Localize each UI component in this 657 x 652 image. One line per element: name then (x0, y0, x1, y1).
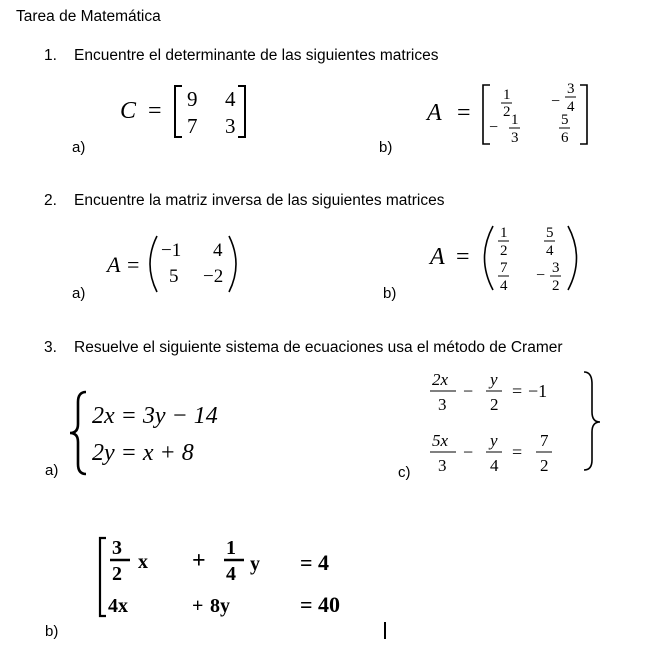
svg-text:=: = (148, 98, 162, 124)
svg-text:4: 4 (500, 278, 508, 294)
section-3b-label: b) (45, 623, 59, 640)
svg-text:4: 4 (490, 456, 499, 475)
svg-text:8y: 8y (210, 595, 230, 617)
svg-text:−1: −1 (161, 240, 182, 261)
svg-text:A: A (430, 244, 445, 270)
right-bracket (238, 86, 245, 137)
svg-text:= 4: = 4 (300, 550, 330, 575)
svg-text:=: = (512, 381, 523, 401)
section-2-heading: Encuentre la matriz inversa de las siguientes matrices (74, 192, 445, 209)
matrix-lhs: C (120, 98, 137, 124)
svg-text:5x: 5x (432, 431, 449, 450)
svg-text:3: 3 (438, 395, 447, 414)
svg-text:x: x (138, 551, 148, 573)
svg-text:3: 3 (112, 537, 122, 559)
matrix-a-inverse-b (428, 220, 588, 296)
system-c (424, 364, 614, 484)
matrix-c-determinant (112, 80, 252, 142)
system-a (62, 388, 282, 478)
svg-text:2: 2 (503, 104, 511, 120)
svg-text:−: − (551, 93, 561, 110)
section-2b-label: b) (383, 285, 397, 302)
svg-text:7: 7 (540, 431, 549, 450)
svg-text:1: 1 (500, 225, 508, 241)
svg-text:y: y (490, 431, 498, 450)
section-2-number: 2. (44, 192, 57, 209)
svg-text:−: − (463, 381, 474, 401)
matrix-cell: 9 (187, 87, 198, 111)
svg-text:−: − (489, 119, 499, 136)
svg-text:5: 5 (561, 112, 569, 128)
svg-text:=: = (127, 252, 140, 277)
svg-text:=: = (512, 442, 523, 462)
section-3-heading: Resuelve el siguiente sistema de ecuaciones usa el método de Cramer (74, 339, 563, 356)
svg-text:4x: 4x (108, 595, 128, 617)
svg-text:2x: 2x (432, 370, 449, 389)
svg-text:2: 2 (500, 243, 508, 259)
svg-text:−1: −1 (528, 381, 548, 401)
section-1a-label: a) (72, 139, 86, 156)
svg-text:2: 2 (552, 278, 560, 294)
svg-text:3: 3 (552, 260, 560, 276)
svg-text:= 40: = 40 (300, 592, 341, 617)
svg-text:y: y (490, 370, 498, 389)
section-3a-label: a) (45, 462, 59, 479)
svg-text:4: 4 (546, 243, 554, 259)
svg-text:3: 3 (511, 130, 519, 146)
svg-text:−2: −2 (203, 266, 224, 287)
svg-text:A: A (107, 252, 121, 277)
section-1-heading: Encuentre el determinante de las siguientes matrices (74, 47, 439, 64)
section-2a-label: a) (72, 285, 86, 302)
system-b (96, 532, 376, 624)
svg-text:2: 2 (112, 563, 122, 585)
svg-text:−: − (536, 267, 546, 284)
svg-text:1: 1 (226, 537, 236, 559)
matrix-cell: 3 (225, 114, 236, 138)
section-1-number: 1. (44, 47, 57, 64)
svg-text:1: 1 (511, 112, 519, 128)
text-cursor (384, 622, 386, 639)
matrix-cell: 7 (187, 114, 198, 138)
section-1b-label: b) (379, 139, 393, 156)
matrix-a-inverse (105, 232, 245, 296)
svg-text:2: 2 (490, 395, 499, 414)
svg-text:4: 4 (226, 563, 236, 585)
svg-text:1: 1 (503, 87, 511, 103)
svg-text:6: 6 (561, 130, 569, 146)
equation: 2x = 3y − 14 (92, 403, 218, 429)
svg-text:y: y (250, 553, 260, 575)
svg-text:4: 4 (567, 99, 575, 115)
svg-text:−: − (463, 442, 474, 462)
svg-text:+: + (192, 595, 204, 617)
svg-text:5: 5 (169, 266, 179, 287)
section-3-number: 3. (44, 339, 57, 356)
matrix-a-determinant (425, 80, 595, 150)
svg-text:2: 2 (540, 456, 549, 475)
equation: 2y = x + 8 (92, 440, 194, 466)
svg-text:+: + (192, 548, 206, 574)
section-3c-label: c) (398, 464, 411, 481)
svg-text:=: = (456, 244, 470, 270)
svg-text:7: 7 (500, 260, 508, 276)
svg-text:3: 3 (438, 456, 447, 475)
matrix-cell: 4 (225, 87, 236, 111)
left-bracket (175, 86, 182, 137)
svg-text:5: 5 (546, 225, 554, 241)
svg-text:4: 4 (213, 240, 223, 261)
svg-text:=: = (457, 100, 471, 126)
svg-text:A: A (427, 100, 442, 126)
page-title: Tarea de Matemática (16, 8, 161, 25)
svg-text:3: 3 (567, 81, 575, 97)
